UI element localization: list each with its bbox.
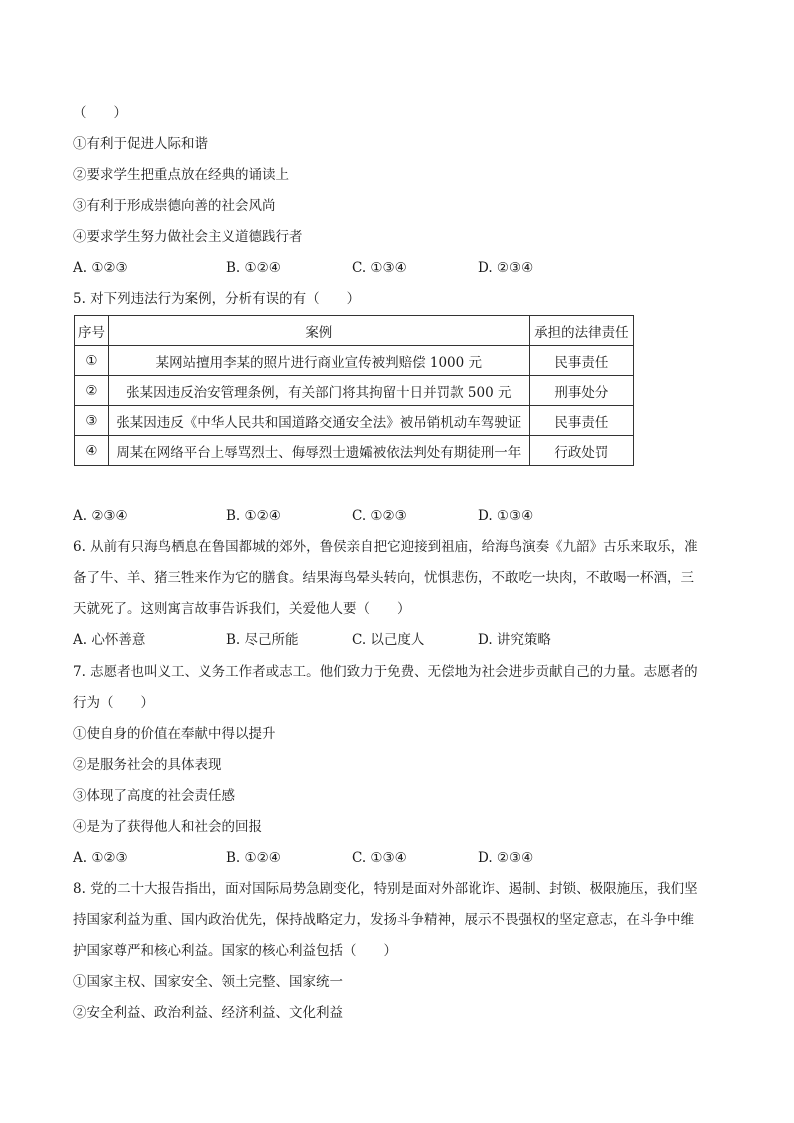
table-cell-responsibility: 行政处罚 [529, 436, 633, 466]
q7-statement-1: ①使自身的价值在奉献中得以提升 [73, 726, 276, 742]
table-row [75, 376, 634, 406]
table-cell-responsibility: 民事责任 [529, 346, 633, 376]
q5-case-table [74, 315, 634, 466]
q7-option-b[interactable]: B. ①②④ [226, 850, 281, 866]
table-row [75, 406, 634, 436]
q8-stem-line-2: 持国家利益为重、国内政治优先，保持战略定力，发扬斗争精神，展示不畏强权的坚定意志，在斗争中维 [73, 912, 694, 928]
table-cell-case: 张某因违反治安管理条例，有关部门将其拘留十日并罚款 500 元 [108, 376, 529, 406]
q5-option-c[interactable]: C. ①②③ [352, 508, 407, 524]
table-row [75, 346, 634, 376]
q4-option-b[interactable]: B. ①②④ [226, 260, 281, 276]
q4-option-a[interactable]: A. ①②③ [73, 260, 128, 276]
q7-statement-2: ②是服务社会的具体表现 [73, 757, 222, 773]
table-row [75, 436, 634, 466]
q7-statement-4: ④是为了获得他人和社会的回报 [73, 819, 262, 835]
table-cell-no: ① [75, 346, 109, 376]
q4-option-c[interactable]: C. ①③④ [352, 260, 407, 276]
table-cell-case: 某网站擅用李某的照片进行商业宣传被判赔偿 1000 元 [108, 346, 529, 376]
table-header-case: 案例 [108, 316, 529, 346]
q8-stem-line-3: 护国家尊严和核心利益。国家的核心利益包括（ ） [73, 943, 397, 959]
q7-stem-line-1: 7. 志愿者也叫义工、义务工作者或志工。他们致力于免费、无偿地为社会进步贡献自己的力量。志愿者的 [73, 664, 698, 680]
q4-statement-4: ④要求学生努力做社会主义道德践行者 [73, 229, 303, 245]
table-cell-case: 张某因违反《中华人民共和国道路交通安全法》被吊销机动车驾驶证 [108, 406, 529, 436]
q7-statement-3: ③体现了高度的社会责任感 [73, 788, 235, 804]
q8-statement-1: ①国家主权、国家安全、领土完整、国家统一 [73, 974, 343, 990]
q5-option-a[interactable]: A. ②③④ [73, 508, 128, 524]
table-cell-responsibility: 刑事处分 [529, 376, 633, 406]
q7-stem-line-2: 行为（ ） [73, 695, 154, 711]
q4-option-d[interactable]: D. ②③④ [478, 260, 534, 276]
q7-option-a[interactable]: A. ①②③ [73, 850, 128, 866]
q6-stem-line-1: 6. 从前有只海鸟栖息在鲁国都城的郊外，鲁侯亲自把它迎接到祖庙，给海鸟演奏《九韶》古乐来取乐，准 [73, 539, 698, 555]
q6-option-d[interactable]: D. 讲究策略 [478, 632, 551, 648]
table-header-responsibility: 承担的法律责任 [529, 316, 633, 346]
q6-option-a[interactable]: A. 心怀善意 [73, 632, 146, 648]
q5-option-b[interactable]: B. ①②④ [226, 508, 281, 524]
q4-statement-1: ①有利于促进人际和谐 [73, 136, 208, 152]
q7-option-d[interactable]: D. ②③④ [478, 850, 534, 866]
q4-statement-3: ③有利于形成崇德向善的社会风尚 [73, 198, 276, 214]
q8-stem-line-1: 8. 党的二十大报告指出，面对国际局势急剧变化，特别是面对外部讹诈、遏制、封锁、极限施压，我们坚 [73, 881, 698, 897]
q4-statement-2: ②要求学生把重点放在经典的诵读上 [73, 167, 289, 183]
table-header-row [75, 316, 634, 346]
q8-statement-2: ②安全利益、政治利益、经济利益、文化利益 [73, 1005, 343, 1021]
table-cell-no: ③ [75, 406, 109, 436]
table-header-no: 序号 [75, 316, 109, 346]
q6-option-c[interactable]: C. 以己度人 [352, 632, 425, 648]
q6-stem-line-3: 天就死了。这则寓言故事告诉我们，关爱他人要（ ） [73, 601, 411, 617]
table-cell-no: ② [75, 376, 109, 406]
q5-option-d[interactable]: D. ①③④ [478, 508, 534, 524]
table-cell-no: ④ [75, 436, 109, 466]
q5-stem: 5. 对下列违法行为案例，分析有误的有（ ） [73, 291, 361, 307]
q6-option-b[interactable]: B. 尽己所能 [226, 632, 299, 648]
table-cell-responsibility: 民事责任 [529, 406, 633, 436]
q4-answer-bracket: （ ） [73, 105, 127, 121]
table-cell-case: 周某在网络平台上辱骂烈士、侮辱烈士遗孀被依法判处有期徒刑一年 [108, 436, 529, 466]
q7-option-c[interactable]: C. ①③④ [352, 850, 407, 866]
q6-stem-line-2: 备了牛、羊、猪三牲来作为它的膳食。结果海鸟晕头转向，忧惧悲伤，不敢吃一块肉，不敢喝一杯酒，三 [73, 570, 694, 586]
